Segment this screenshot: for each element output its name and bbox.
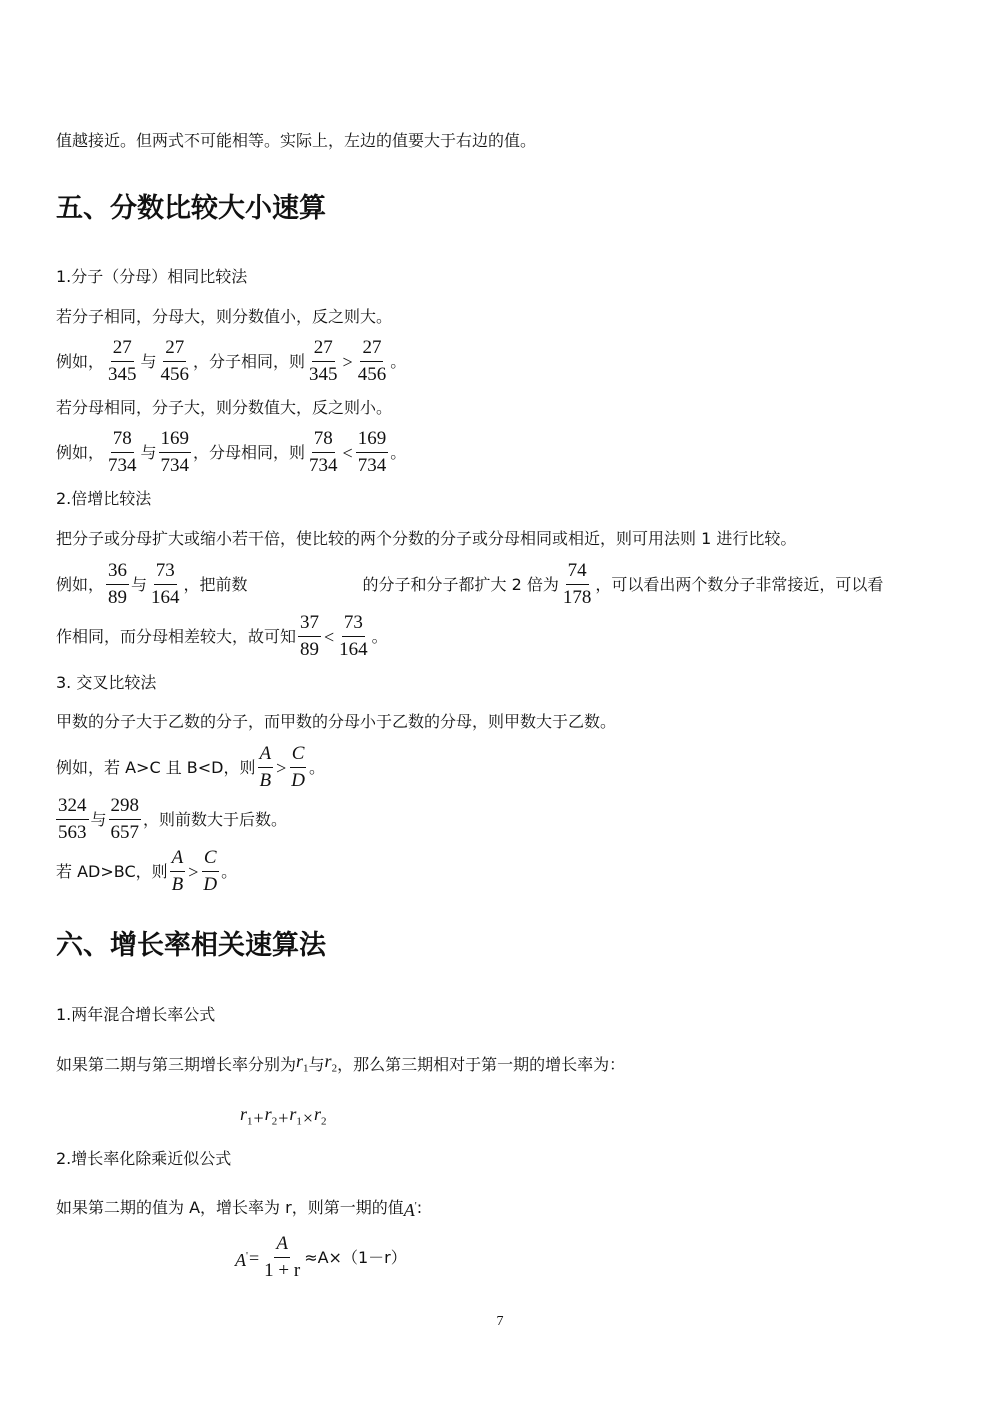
s5-m2-title: 2.倍增比较法 [56, 489, 152, 508]
fraction: $\frac{27}{345}$ [108, 337, 137, 385]
fraction: $\frac{78}{734}$ [309, 428, 338, 476]
s6-m2-text: 如果第二期的值为 A，增长率为 r，则第一期的值 A' : [56, 1198, 423, 1220]
s6-m1-title: 1.两年混合增长率公式 [56, 1005, 216, 1024]
comparison-symbol: < [342, 442, 353, 463]
section6-heading: 六、增长率相关速算法 [56, 930, 326, 961]
s5-m2-rule: 把分子或分母扩大或缩小若干倍，使比较的两个分数的分子或分母相同或相近，则可用法则 1 进行比较。 [56, 529, 797, 548]
s5-m3-example1: 例如，若 A>C 且 B<D，则 $\frac{A}{B}$ > $\frac{C}{D}$ 。 [56, 743, 326, 791]
comparison-symbol: > [276, 757, 287, 778]
fraction: $\frac{74}{178}$ [562, 560, 592, 608]
comparison-symbol: < [324, 626, 335, 647]
fraction: $\frac{78}{734}$ [108, 428, 137, 476]
fraction: $\frac{A}{B}$ [171, 847, 184, 895]
s6-m2-title: 2.增长率化除乘近似公式 [56, 1149, 232, 1168]
s5-m1-example2: 例如， $\frac{78}{734}$ 与 $\frac{169}{734}$ ，分母相同，则 $\frac{78}{734}$ < $\frac{169}{734}$ 。 [56, 428, 407, 476]
s5-m3-rule: 甲数的分子大于乙数的分子，而甲数的分母小于乙数的分母，则甲数大于乙数。 [56, 712, 617, 731]
s5-m2-example-line1: 例如， $\frac{36}{89}$ 与 $\frac{73}{164}$ ，把前数 的分子和分子都扩大 2 倍为 $\frac{74}{178}$ ，可以看出两个数分子非常接近，可以看 [56, 560, 884, 608]
fraction: $\frac{C}{D}$ [291, 743, 305, 791]
fraction: $\frac{169}{734}$ [357, 428, 387, 476]
fraction: $\frac{27}{456}$ [357, 337, 387, 385]
page-number: 7 [496, 1314, 504, 1329]
comparison-symbol: > [342, 351, 353, 372]
fraction: $\frac{37}{89}$ [300, 612, 320, 660]
s5-m1-example1: 例如， $\frac{27}{345}$ 与 $\frac{27}{456}$ ，分子相同，则 $\frac{27}{345}$ > $\frac{27}{456}$ 。 [56, 337, 407, 385]
section5-heading: 五、分数比较大小速算 [56, 193, 326, 224]
s6-m2-formula: A' = $\frac{A}{1 + r}$ ≈A×（1－r） [235, 1233, 407, 1281]
rate-r1: $r_1$ [296, 1051, 309, 1075]
fraction: $\frac{73}{164}$ [339, 612, 368, 660]
s5-m1-rule2: 若分母相同，分子大，则分数值大，反之则小。 [56, 398, 393, 417]
s6-m1-text: 如果第二期与第三期增长率分别为 $r_1$ 与 $r_2$ ，那么第三期相对于第一期的增长率为： [56, 1050, 625, 1080]
rate-r2: $r_2$ [324, 1051, 338, 1075]
fraction: $\frac{169}{734}$ [160, 428, 190, 476]
intro-paragraph: 值越接近。但两式不可能相等。实际上，左边的值要大于右边的值。 [56, 131, 537, 150]
s5-m2-example-line2: 作相同，而分母相差较大，故可知 $\frac{37}{89}$ < $\frac{73}{164}$ 。 [56, 612, 388, 660]
fraction: $\frac{27}{345}$ [309, 337, 338, 385]
fraction: $\frac{A}{1 + r}$ [264, 1233, 301, 1281]
s6-m1-formula: $r_1$ + $r_2$ + $r_1$ × $r_2$ [240, 1104, 327, 1128]
fraction: $\frac{36}{89}$ [108, 560, 128, 608]
comparison-symbol: > [188, 861, 199, 882]
fraction: $\frac{298}{657}$ [110, 795, 140, 843]
fraction: $\frac{A}{B}$ [259, 743, 272, 791]
fraction: $\frac{73}{164}$ [151, 560, 180, 608]
s5-m3-title: 3. 交叉比较法 [56, 673, 157, 692]
fraction: $\frac{27}{456}$ [160, 337, 190, 385]
s5-m1-title: 1.分子（分母）相同比较法 [56, 267, 248, 286]
fraction: $\frac{324}{563}$ [58, 795, 87, 843]
s5-m1-rule1: 若分子相同，分母大，则分数值小，反之则大。 [56, 307, 393, 326]
s5-m3-example3: 若 AD>BC，则 $\frac{A}{B}$ > $\frac{C}{D}$ 。 [56, 847, 238, 895]
fraction: $\frac{C}{D}$ [203, 847, 218, 895]
s5-m3-example2: $\frac{324}{563}$ 与 $\frac{298}{657}$ ，则前数大于后数。 [58, 795, 288, 843]
